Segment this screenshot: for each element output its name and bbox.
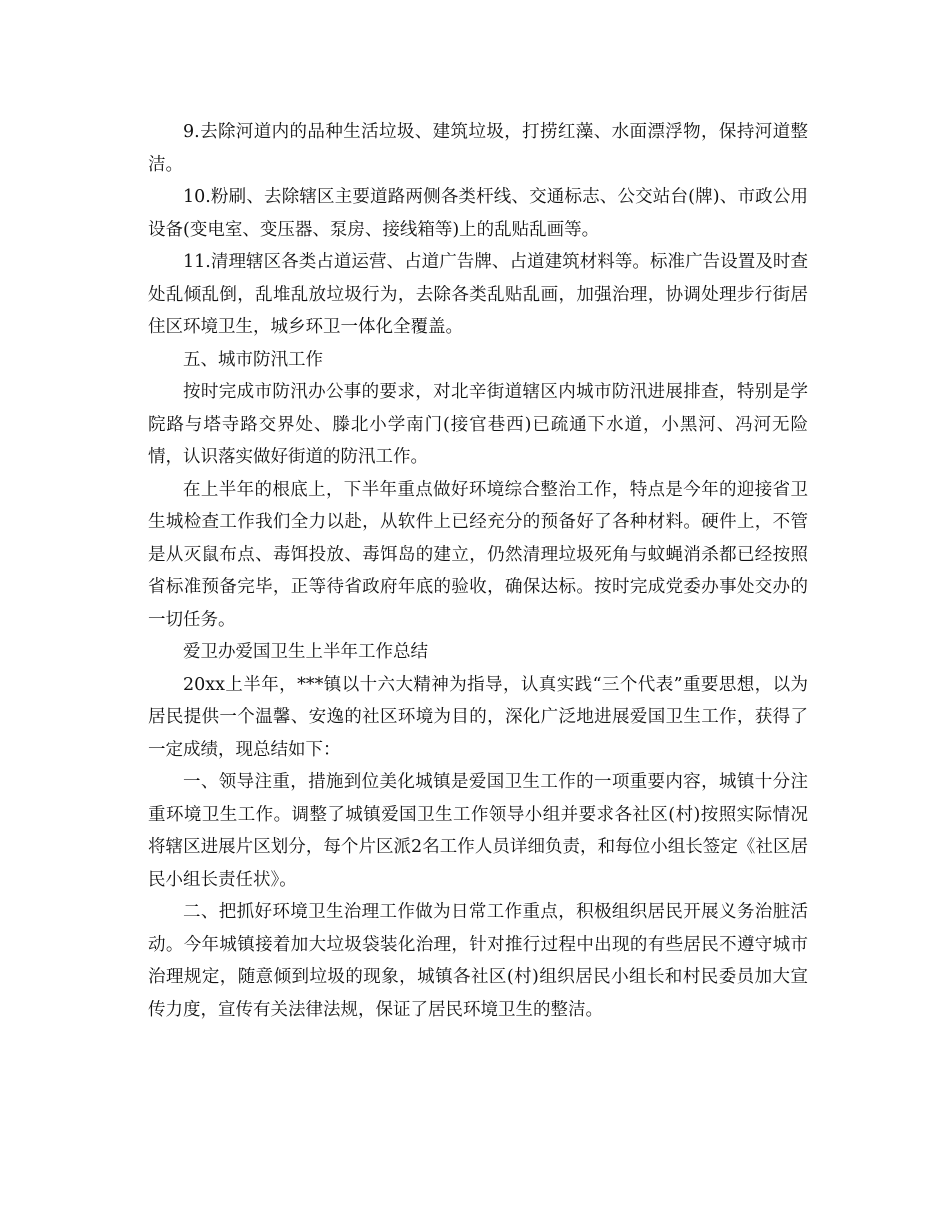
paragraph-item-9: 9.去除河道内的品种生活垃圾、建筑垃圾，打捞红藻、水面漂浮物，保持河道整洁。	[148, 122, 808, 175]
document-body	[148, 116, 808, 1026]
paragraph-item-11: 11.清理辖区各类占道运营、占道广告牌、占道建筑材料等。标准广告设置及时查处乱倾乱倒，乱堆乱放垃圾行为，去除各类乱贴乱画，加强治理，协调处理步行街居住区环境卫生，城乡环卫一体化全覆盖。	[148, 252, 808, 337]
paragraph-second-half-plan: 在上半年的根底上，下半年重点做好环境综合整治工作，特点是今年的迎接省卫生城检查工作我们全力以赴，从软件上已经充分的预备好了各种材料。硬件上，不管是从灭鼠布点、毒饵投放、毒饵岛的建立，仍然清理垃圾死角与蚊蝇消杀都已经按照省标准预备完毕，正等待省政府年底的验收，确保达标。按时完成党委办事处交办的一切任务。	[148, 479, 808, 630]
document-subtitle: 爱卫办爱国卫生上半年工作总结	[183, 642, 428, 662]
paragraph-flood-control: 按时完成市防汛办公事的要求，对北辛街道辖区内城市防汛进展排查，特别是学院路与塔寺路交界处、滕北小学南门(接官巷西)已疏通下水道，小黑河、冯河无险情，认识落实做好街道的防汛工作。	[148, 382, 808, 467]
paragraph-section-one: 一、领导注重，措施到位美化城镇是爱国卫生工作的一项重要内容，城镇十分注重环境卫生工作。调整了城镇爱国卫生工作领导小组并要求各社区(村)按照实际情况将辖区进展片区划分，每个片区派2名工作人员详细负责，和每位小组长签定《社区居民小组长责任状》。	[148, 772, 808, 890]
section-heading-flood-control: 五、城市防汛工作	[183, 349, 323, 370]
paragraph-intro: 20xx上半年，***镇以十六大精神为指导，认真实践“三个代表”重要思想，以为居民提供一个温馨、安逸的社区环境为目的，深化广泛地进展爱国卫生工作，获得了一定成绩，现总结如下：	[148, 674, 808, 760]
paragraph-section-two: 二、把抓好环境卫生治理工作做为日常工作重点，积极组织居民开展义务治脏活动。今年城镇接着加大垃圾袋装化治理，针对推行过程中出现的有些居民不遵守城市治理规定，随意倾到垃圾的现象，城镇各社区(村)组织居民小组长和村民委员加大宣传力度，宣传有关法律法规，保证了居民环境卫生的整洁。	[148, 902, 808, 1020]
paragraph-item-10: 10.粉刷、去除辖区主要道路两侧各类杆线、交通标志、公交站台(牌)、市政公用设备(变电室、变压器、泵房、接线箱等)上的乱贴乱画等。	[148, 187, 808, 240]
